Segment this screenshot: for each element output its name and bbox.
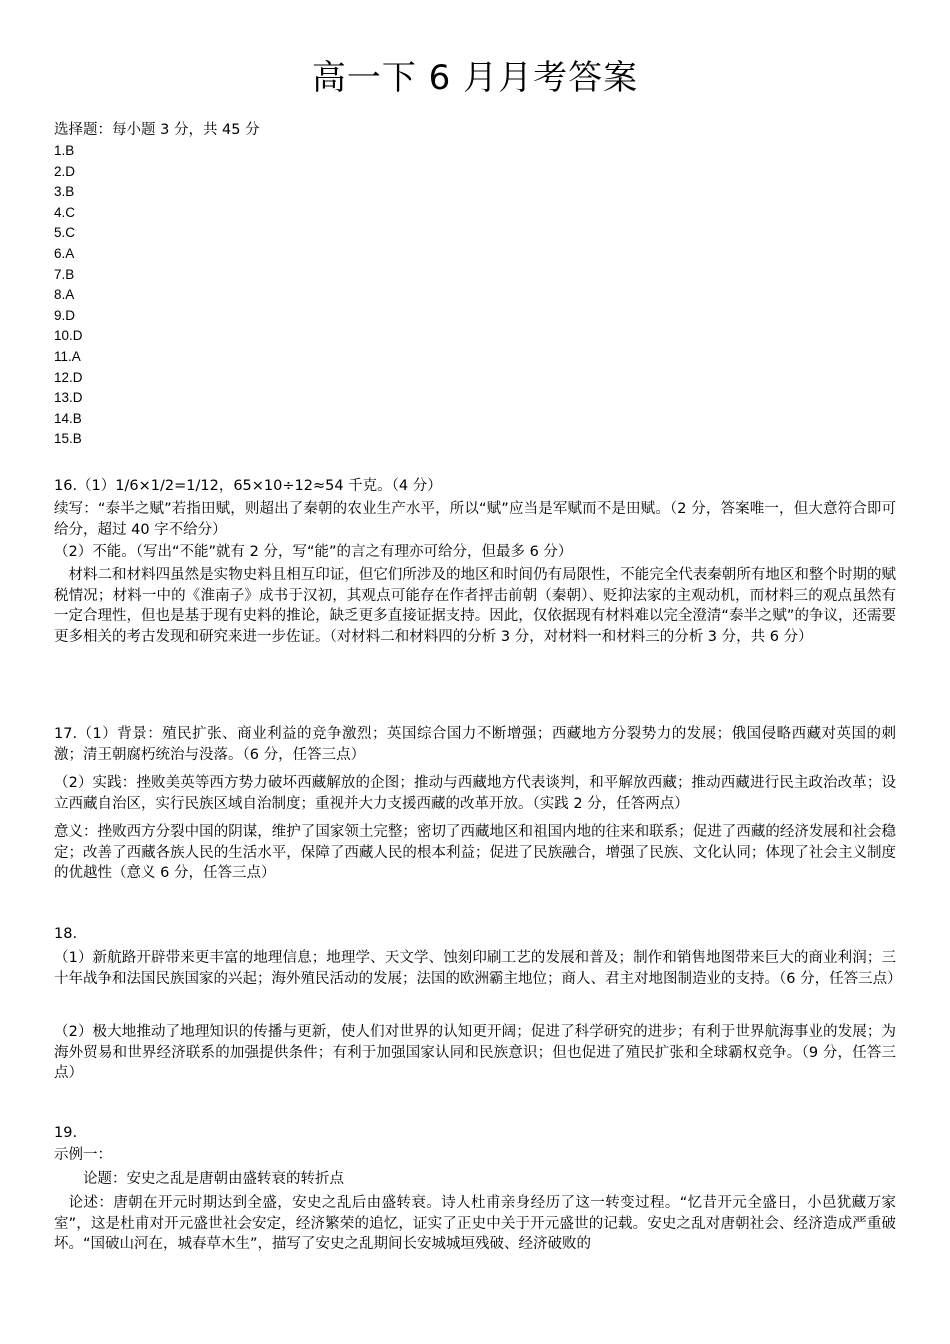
choice-answer-item: 13.D xyxy=(54,390,83,406)
choice-answer-item: 15.B xyxy=(54,431,82,447)
choice-answer-item: 2.D xyxy=(54,163,76,179)
choice-answer-item: 4.C xyxy=(54,204,76,220)
choice-answer-item: 14.B xyxy=(54,410,82,426)
q16-part2: （2）不能。（写出“不能”就有 2 分，写“能”的言之有理亦可给分，但最多 6 分） xyxy=(54,544,573,560)
q19-number: 19. xyxy=(54,1125,78,1141)
q19-example-label: 示例一： xyxy=(54,1147,112,1163)
choice-answer-item: 1.B xyxy=(54,143,75,158)
q19-thesis: 论题：安史之乱是唐朝由盛转衰的转折点 xyxy=(83,1171,344,1187)
choice-answer-item: 12.D xyxy=(54,369,83,385)
q16-continuation: 续写：“泰半之赋”若指田赋，则超出了秦朝的农业生产水平，所以“赋”应当是军赋而不是田赋。（2 分，答案唯一，但大意符合即可给分，超过 40 字不给分） xyxy=(54,501,896,538)
q18-part2: （2）极大地推动了地理知识的传播与更新，使人们对世界的认知更开阔；促进了科学研究的进步；有利于世界航海事业的发展；为海外贸易和世界经济联系的加强提供条件；有利于加强国家认同和民族意识；但也促进了殖民扩张和全球霸权竞争。（9 分，任答三点） xyxy=(54,1024,896,1082)
q16-analysis: 材料二和材料四虽然是实物史料且相互印证，但它们所涉及的地区和时间仍有局限性，不能完全代表秦朝所有地区和整个时期的赋税情况；材料一中的《淮南子》成书于汉初，其观点可能存在作者抨击前朝（秦朝）、贬抑法家的主观动机，而材料三的观点虽然有一定合理性，但也是基于现有史料的推论，缺乏更多直接证据支持。因此，仅依据现有材料难以完全澄清“泰半之赋”的争议，还需要更多相关的考古发现和研究来进一步佐证。（对材料二和材料四的分析 3 分，对材料一和材料三的分析 3 分，共 6 分） xyxy=(54,567,896,645)
choice-section-header: 选择题：每小题 3 分，共 45 分 xyxy=(54,122,260,138)
q16-part1: 16.（1）1/6×1/2=1/12，65×10÷12≈54 千克。（4 分） xyxy=(54,478,442,494)
choice-answer-item: 9.D xyxy=(54,307,76,323)
choice-answer-item: 3.B xyxy=(54,184,75,200)
q17-part2-practice: （2）实践：挫败美英等西方势力破坏西藏解放的企图；推动与西藏地方代表谈判，和平解放西藏；推动西藏进行民主政治改革；设立西藏自治区，实行民族区域自治制度；重视并大力支援西藏的改革开放。（实践 2 分，任答两点） xyxy=(54,775,896,812)
q17-part1: 17.（1）背景：殖民扩张、商业利益的竞争激烈；英国综合国力不断增强；西藏地方分裂势力的发展；俄国侵略西藏对英国的刺激；清王朝腐朽统治与没落。（6 分，任答三点） xyxy=(54,726,896,763)
choice-answer-item: 6.A xyxy=(54,245,75,261)
page-title: 高一下 6 月月考答案 xyxy=(311,58,639,98)
choice-answer-item: 11.A xyxy=(54,348,81,364)
q19-argument: 论述：唐朝在开元时期达到全盛，安史之乱后由盛转衰。诗人杜甫亲身经历了这一转变过程。“忆昔开元全盛日，小邑犹藏万家室”，这是杜甫对开元盛世社会安定，经济繁荣的追忆，证实了正史中关于开元盛世的记载。安史之乱对唐朝社会、经济造成严重破坏。“国破山河在，城春草木生”，描写了安史之乱期间长安城城垣残破、经济破败的 xyxy=(54,1195,896,1253)
q18-number: 18. xyxy=(54,926,78,942)
q17-part2-significance: 意义：挫败西方分裂中国的阴谋，维护了国家领土完整；密切了西藏地区和祖国内地的往来和联系；促进了西藏的经济发展和社会稳定；改善了西藏各族人民的生活水平，保障了西藏人民的根本利益；促进了民族融合，增强了民族、文化认同；体现了社会主义制度的优越性（意义 6 分，任答三点） xyxy=(54,824,896,882)
choice-answer-item: 10.D xyxy=(54,328,83,344)
choice-answer-item: 8.A xyxy=(54,287,75,303)
choice-answer-list xyxy=(54,141,83,450)
q18-part1: （1）新航路开辟带来更丰富的地理信息；地理学、天文学、蚀刻印刷工艺的发展和普及；制作和销售地图带来巨大的商业利润；三十年战争和法国民族国家的兴起；海外殖民活动的发展；法国的欧洲霸主地位；商人、君主对地图制造业的支持。（6 分，任答三点） xyxy=(54,950,902,987)
choice-answer-item: 5.C xyxy=(54,225,76,241)
choice-answer-item: 7.B xyxy=(54,266,75,282)
